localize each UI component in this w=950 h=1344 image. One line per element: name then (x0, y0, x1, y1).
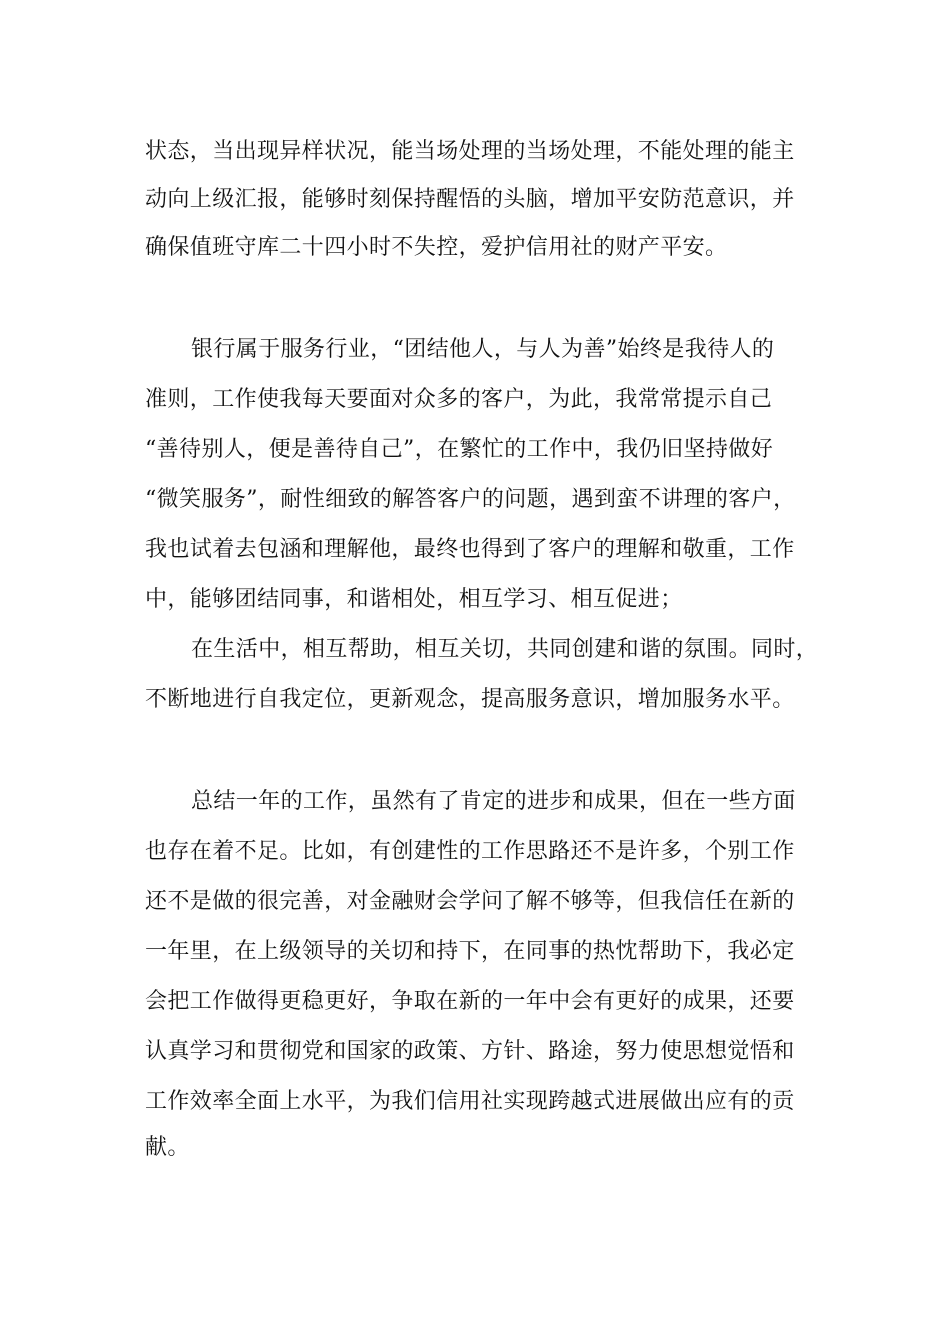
paragraph-1-line-3: 确保值班守库二十四小时不失控，爱护信用社的财产平安。 (145, 235, 728, 260)
paragraph-2-line-2: 准则，工作使我每天要面对众多的客户，为此，我常常提示自己 (145, 387, 773, 412)
paragraph-4-line-2: 也存在着不足。比如，有创建性的工作思路还不是许多，个别工作 (145, 839, 795, 864)
paragraph-2-line-5: 我也试着去包涵和理解他，最终也得到了客户的理解和敬重，工作 (145, 537, 795, 562)
paragraph-2-line-6: 中，能够团结同事，和谐相处，相互学习、相互促进； (145, 587, 683, 612)
paragraph-2-line-1: 银行属于服务行业，“团结他人，与人为善”始终是我待人的 (191, 337, 775, 362)
paragraph-3-line-2: 不断地进行自我定位，更新观念，提高服务意识，增加服务水平。 (145, 687, 795, 712)
paragraph-1-line-1: 状态，当出现异样状况，能当场处理的当场处理，不能处理的能主 (145, 139, 795, 164)
paragraph-2-line-3: “善待别人，便是善待自己”，在繁忙的工作中，我仍旧坚持做好 (145, 437, 774, 462)
paragraph-4-line-4: 一年里，在上级领导的关切和持下，在同事的热忱帮助下，我必定 (145, 939, 795, 964)
paragraph-4-line-7: 工作效率全面上水平，为我们信用社实现跨越式进展做出应有的贡 (145, 1089, 795, 1114)
paragraph-2-line-4: “微笑服务”，耐性细致的解答客户的问题，遇到蛮不讲理的客户， (145, 487, 796, 512)
paragraph-4-line-8: 献。 (145, 1135, 190, 1160)
paragraph-3-line-1: 在生活中，相互帮助，相互关切，共同创建和谐的氛围。同时， (191, 637, 819, 662)
paragraph-4-line-6: 认真学习和贯彻党和国家的政策、方针、路途，努力使思想觉悟和 (145, 1039, 795, 1064)
paragraph-4-line-1: 总结一年的工作，虽然有了肯定的进步和成果，但在一些方面 (191, 789, 796, 814)
paragraph-4-line-5: 会把工作做得更稳更好，争取在新的一年中会有更好的成果，还要 (145, 989, 795, 1014)
paragraph-4-line-3: 还不是做的很完善，对金融财会学问了解不够等，但我信任在新的 (145, 889, 795, 914)
paragraph-1-line-2: 动向上级汇报，能够时刻保持醒悟的头脑，增加平安防范意识，并 (145, 187, 795, 212)
